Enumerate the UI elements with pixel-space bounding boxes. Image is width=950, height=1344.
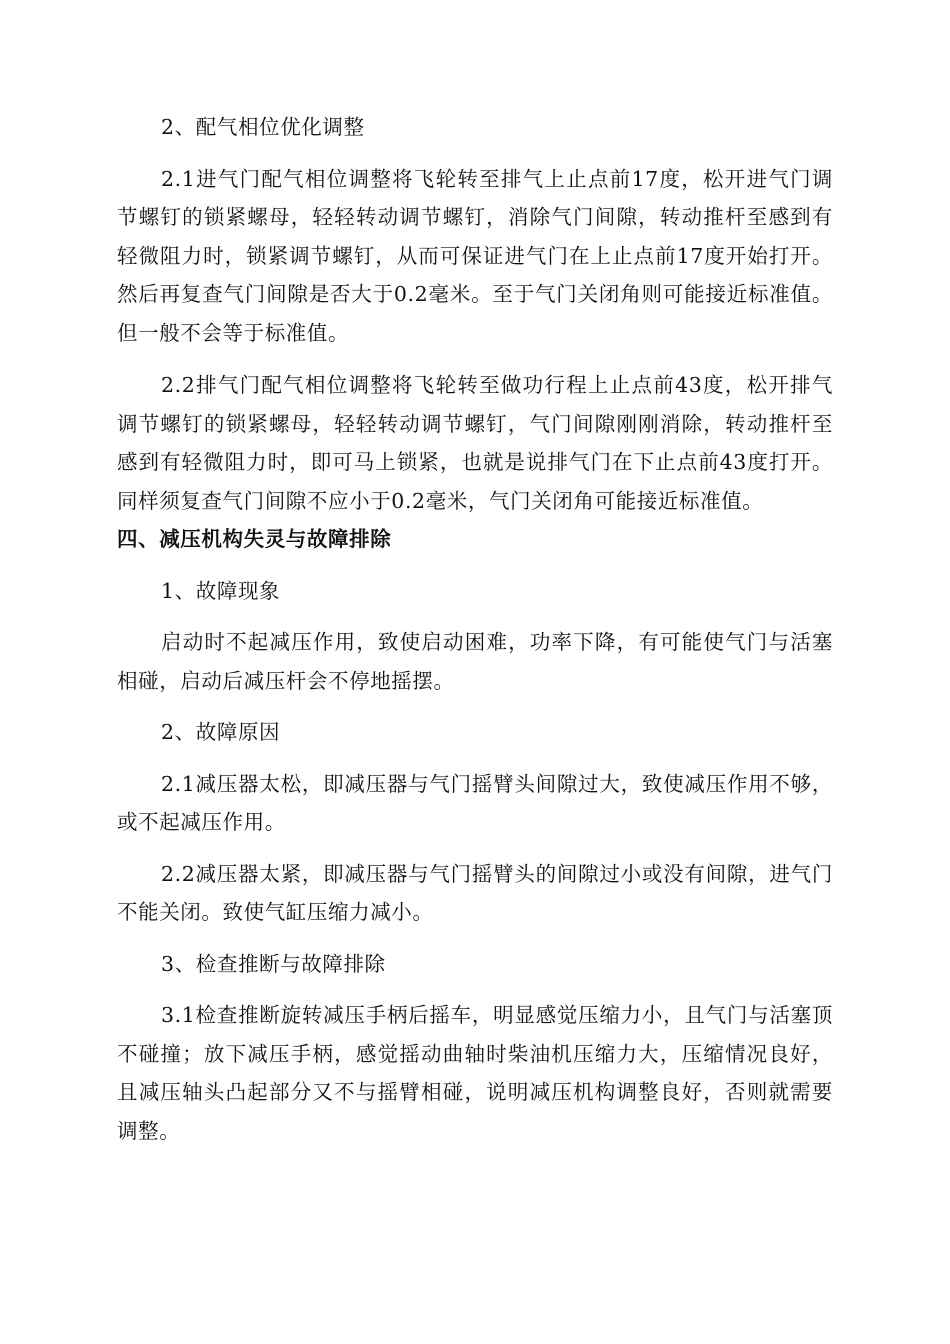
subheading-valve-timing: 2、配气相位优化调整 [161, 115, 365, 139]
paragraph-exhaust-valve: 2.2排气门配气相位调整将飞轮转至做功行程上止点前43度，松开排气调节螺钉的锁紧螺母，轻轻转动调节螺钉，气门间隙刚刚消除，转动推杆至感到有轻微阻力时，即可马上锁紧，也就是说排气门在下止点前43度打开。同样须复查气门间隙不应小于0.2毫米，气门关闭角可能接近标准值。 [117, 373, 833, 513]
paragraph-cause-loose: 2.1减压器太松，即减压器与气门摇臂头间隙过大，致使减压作用不够，或不起减压作用。 [117, 771, 833, 834]
section-heading-decompression: 四、减压机构失灵与故障排除 [117, 527, 392, 551]
paragraph-cause-tight: 2.2减压器太紧，即减压器与气门摇臂头的间隙过小或没有间隙，进气门不能关闭。致使气缸压缩力减小。 [117, 861, 833, 924]
subheading-inspection: 3、检查推断与故障排除 [161, 951, 386, 976]
subheading-symptoms: 1、故障现象 [161, 578, 281, 603]
document-page [117, 108, 833, 1150]
paragraph-inspection: 3.1检查推断旋转减压手柄后摇车，明显感觉压缩力小，且气门与活塞顶不碰撞；放下减压手柄，感觉摇动曲轴时柴油机压缩力大，压缩情况良好，且减压轴头凸起部分又不与摇臂相碰，说明减压机构调整良好，否则就需要调整。 [117, 1003, 833, 1143]
paragraph-symptoms: 启动时不起减压作用，致使启动困难，功率下降，有可能使气门与活塞相碰，启动后减压杆会不停地摇摆。 [117, 630, 833, 693]
subheading-causes: 2、故障原因 [161, 720, 281, 744]
paragraph-intake-valve: 2.1进气门配气相位调整将飞轮转至排气上止点前17度，松开进气门调节螺钉的锁紧螺母，轻轻转动调节螺钉，消除气门间隙，转动推杆至感到有轻微阻力时，锁紧调节螺钉，从而可保证进气门在上止点前17度开始打开。然后再复查气门间隙是否大于0.2毫米。至于气门关闭角则可能接近标准值。但一般不会等于标准值。 [117, 166, 833, 345]
